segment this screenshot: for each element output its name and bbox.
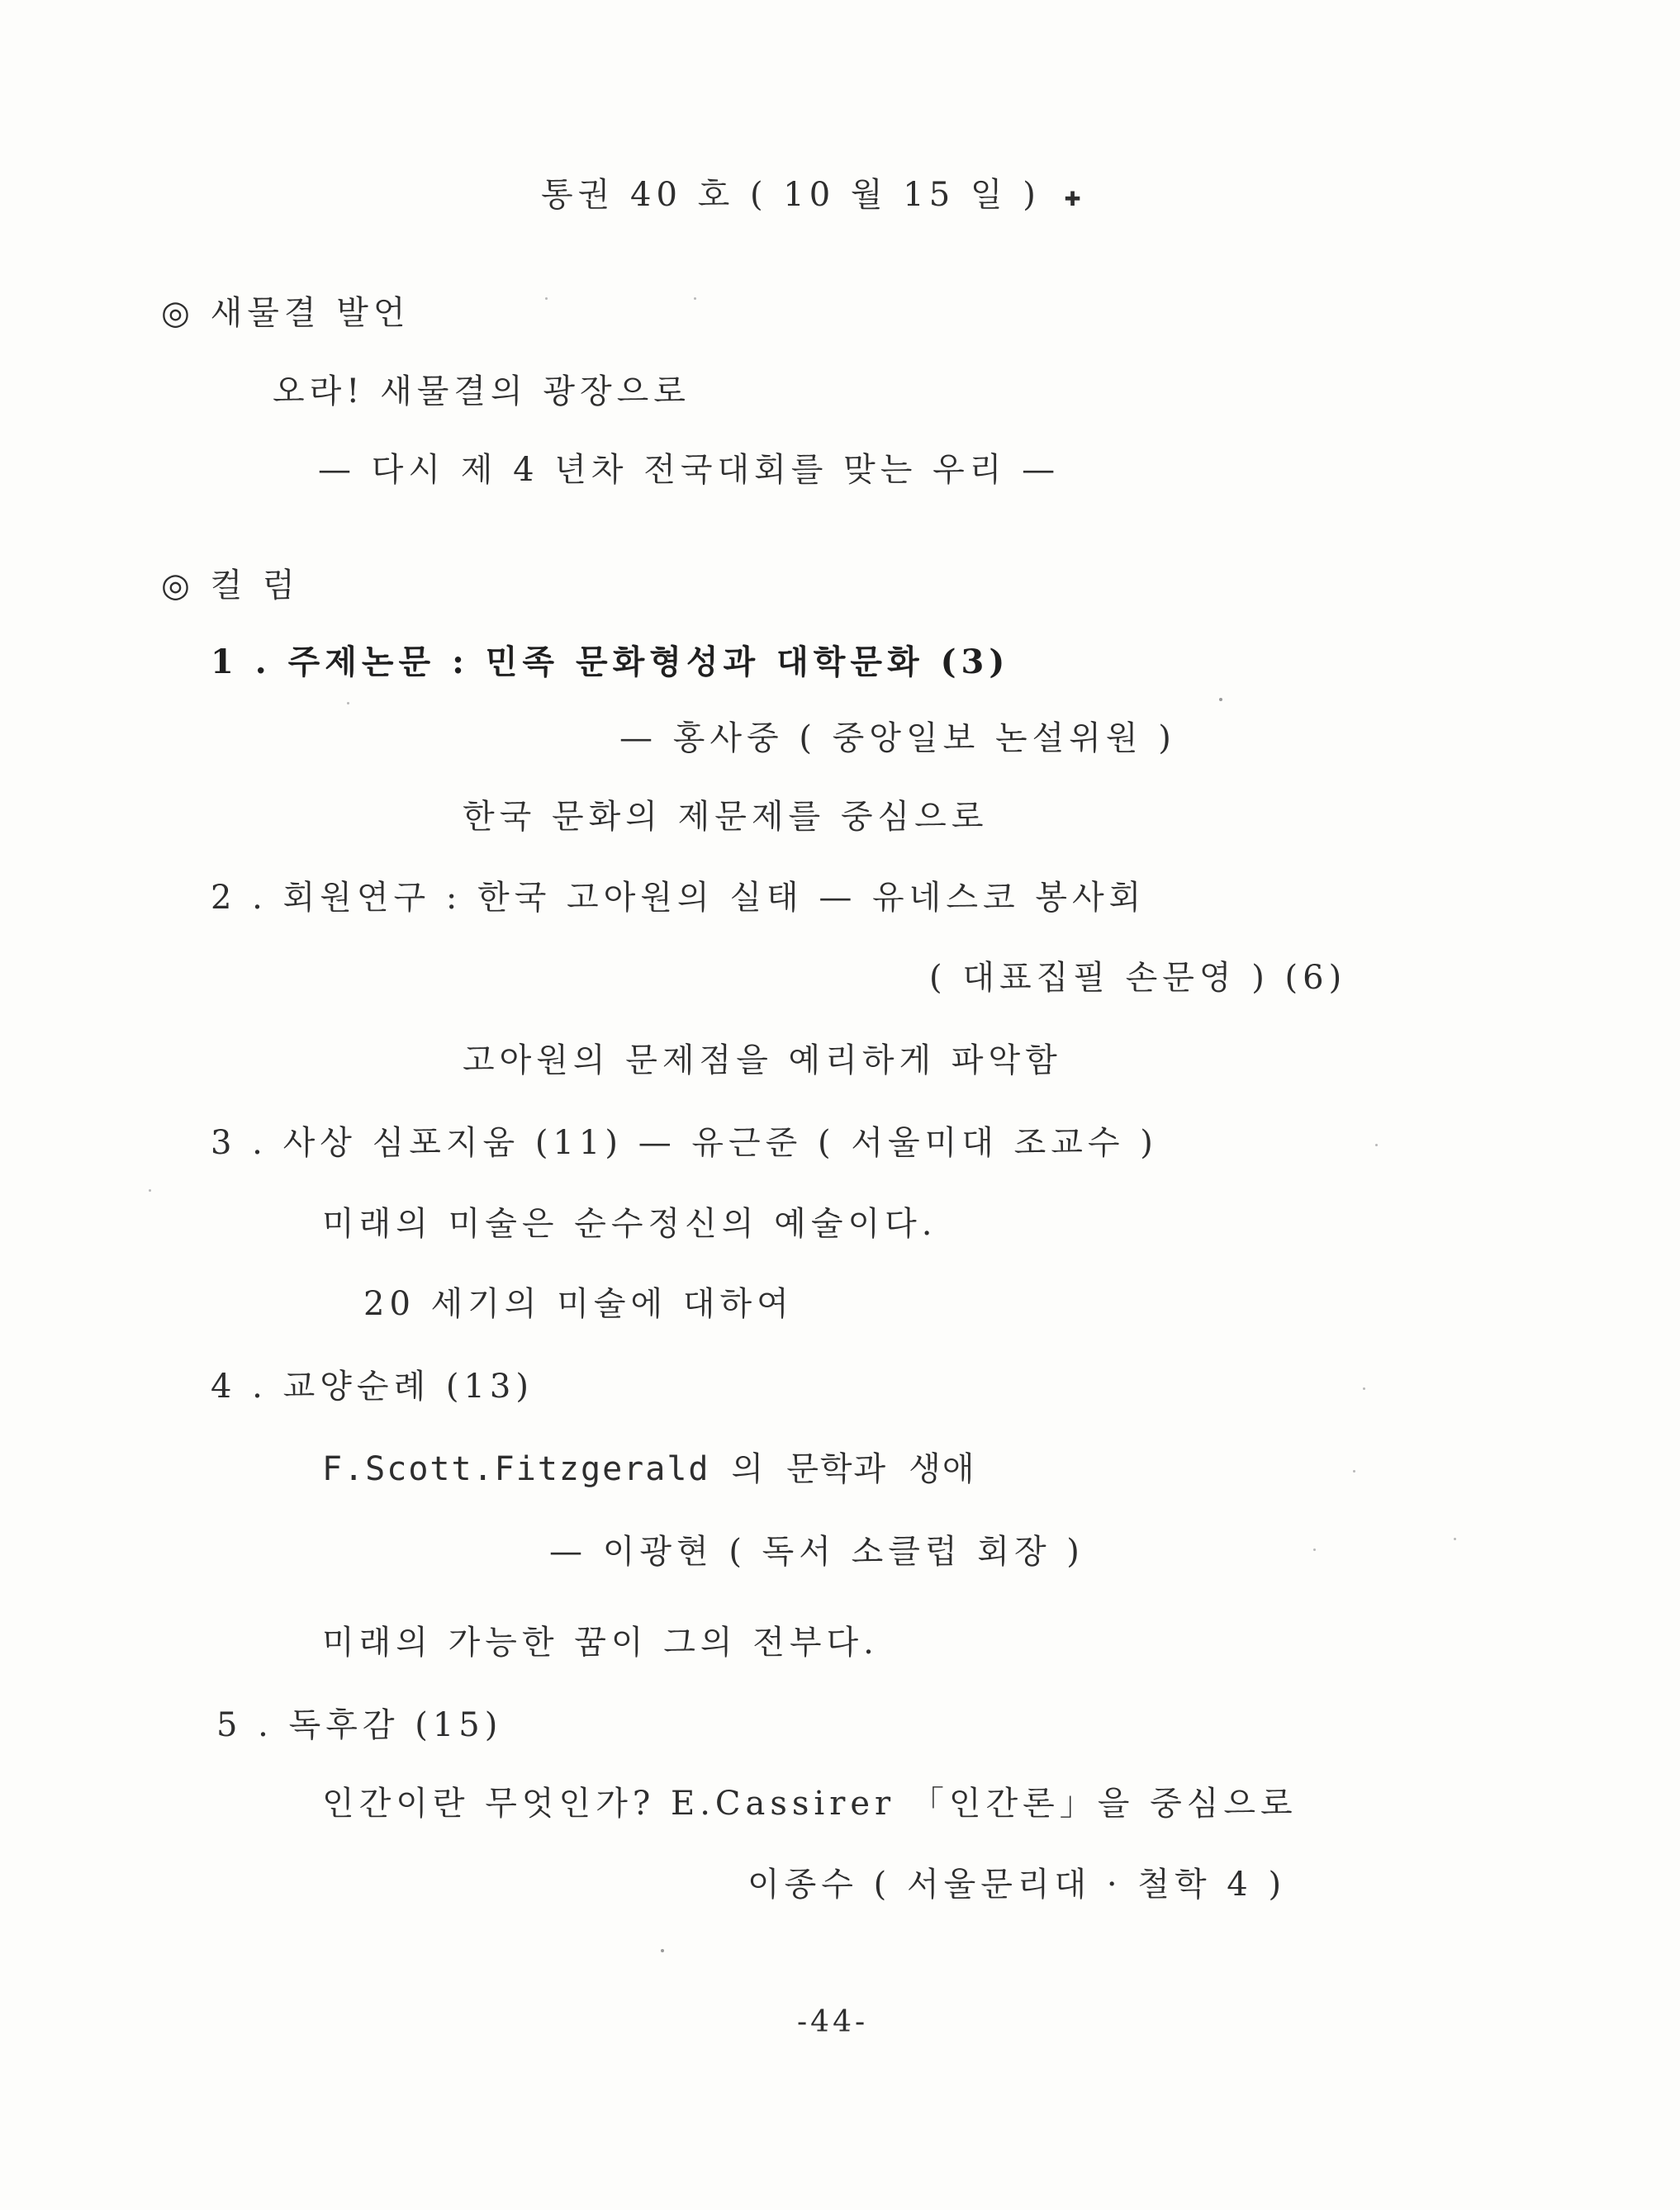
item-5-author: 이종수 ( 서울문리대 · 철학 4 )	[747, 1866, 1287, 1904]
scan-speck	[1353, 1470, 1355, 1473]
scan-speck	[149, 1189, 151, 1192]
item-5-line: 5 . 독후감 (15)	[216, 1706, 503, 1744]
section-heading-column: ◎ 컬 럼	[161, 567, 300, 605]
opening-title: 오라! 새물결의 광장으로	[273, 372, 691, 410]
scan-speck	[1454, 1538, 1456, 1540]
issue-header	[541, 175, 1086, 219]
item-3-desc2: 20 세기의 미술에 대하여	[363, 1285, 794, 1323]
item-2-line: 2 . 회원연구 : 한국 고아원의 실태 — 유네스코 봉사회	[211, 879, 1146, 917]
opening-subtitle: — 다시 제 4 년차 전국대회를 맞는 우리 —	[318, 451, 1061, 489]
item-3-desc: 미래의 미술은 순수정신의 예술이다.	[322, 1205, 937, 1243]
scan-speck	[661, 1949, 664, 1952]
header-mark-icon: ✚	[1064, 187, 1086, 211]
item-1-author: — 홍사중 ( 중앙일보 논설위원 )	[619, 719, 1176, 757]
scan-speck	[1375, 1144, 1378, 1146]
item-1-line: 1 . 주제논문 : 민족 문화형성과 대학문화 (3)	[211, 643, 1010, 681]
issue-text: 통권 40 호 ( 10 월 15 일 )	[541, 176, 1041, 214]
item-4-desc: F.Scott.Fitzgerald 의 문학과 생애	[322, 1450, 976, 1488]
scan-speck	[694, 297, 696, 300]
scan-speck	[1219, 698, 1222, 701]
scan-speck	[545, 297, 548, 300]
scan-speck	[347, 702, 349, 704]
item-4-author: — 이광현 ( 독서 소클럽 회장 )	[549, 1533, 1084, 1571]
item-5-desc: 인간이란 무엇인가? E.Cassirer 「인간론」을 중심으로	[322, 1785, 1298, 1823]
section-heading-opening: ◎ 새물결 발언	[161, 294, 411, 332]
item-4-line: 4 . 교양순례 (13)	[211, 1368, 534, 1406]
item-3-line: 3 . 사상 심포지움 (11) — 유근준 ( 서울미대 조교수 )	[211, 1124, 1158, 1162]
item-4-desc2: 미래의 가능한 꿈이 그의 전부다.	[322, 1624, 879, 1662]
scan-speck	[1363, 1387, 1365, 1390]
item-1-desc: 한국 문화의 제문제를 중심으로	[463, 798, 989, 836]
scan-speck	[1313, 1548, 1316, 1551]
page-number: -44-	[797, 2005, 869, 2039]
item-2-desc: 고아원의 문제점을 예리하게 파악함	[463, 1041, 1062, 1079]
item-2-author: ( 대표집필 손문영 ) (6)	[929, 959, 1347, 997]
